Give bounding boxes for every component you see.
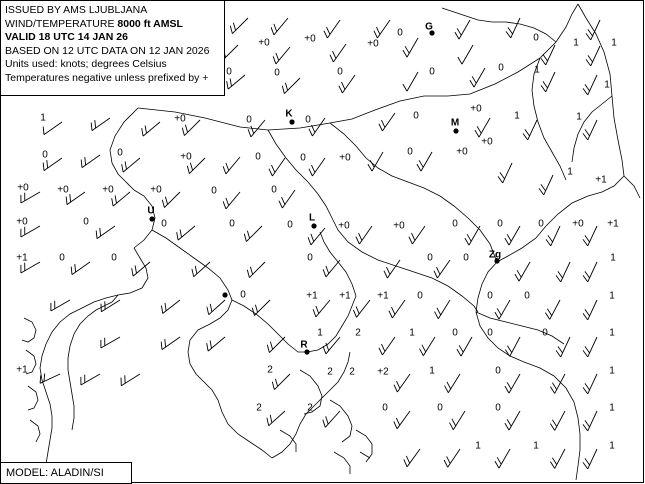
- temperature-value: 1: [567, 166, 573, 178]
- legend-box: [0, 0, 225, 96]
- temperature-value: 1: [611, 37, 617, 49]
- city-label: L: [308, 212, 316, 224]
- city-dot: [222, 292, 227, 297]
- temperature-value: 2: [355, 327, 361, 339]
- temperature-value: 1: [610, 252, 616, 264]
- temperature-value: 0: [287, 219, 293, 231]
- temperature-value: +0: [150, 184, 162, 196]
- temperature-value: +1: [595, 174, 607, 186]
- temperature-value: 0: [337, 66, 343, 78]
- temperature-value: 0: [274, 67, 280, 79]
- temperature-value: +0: [258, 37, 270, 49]
- temperature-value: 0: [452, 218, 458, 230]
- legend-product-level: 8000 ft AMSL: [117, 17, 183, 30]
- temperature-value: +0: [393, 220, 405, 232]
- temperature-value: +1: [306, 290, 318, 302]
- temperature-value: 1: [40, 112, 46, 124]
- temperature-value: 0: [59, 252, 65, 264]
- temperature-value: 0: [463, 252, 469, 264]
- temperature-value: 0: [397, 27, 403, 39]
- temperature-value: +2: [377, 366, 389, 378]
- city-label: K: [285, 108, 293, 120]
- temperature-value: 1: [475, 440, 481, 452]
- city-dot: [453, 128, 458, 133]
- legend-product-prefix: WIND/TEMPERATURE: [5, 17, 118, 30]
- legend-product: [5, 18, 220, 32]
- city-label: R: [300, 339, 308, 351]
- temperature-value: 2: [307, 402, 313, 414]
- temperature-value: 1: [514, 110, 520, 122]
- temperature-value: 0: [407, 146, 413, 158]
- city-label: M: [450, 117, 460, 129]
- temperature-value: 1: [576, 111, 582, 123]
- temperature-value: +0: [57, 184, 69, 196]
- temperature-value: 2: [256, 402, 262, 414]
- temperature-value: 0: [542, 327, 548, 339]
- temperature-value: 0: [42, 149, 48, 161]
- temperature-value: 0: [452, 327, 458, 339]
- temperature-value: 1: [317, 327, 323, 339]
- temperature-value: 0: [495, 402, 501, 414]
- temperature-value: 0: [429, 66, 435, 78]
- temperature-value: 2: [267, 364, 273, 376]
- temperature-value: 0: [498, 62, 504, 74]
- temperature-value: 1: [609, 440, 615, 452]
- temperature-value: 1: [609, 327, 615, 339]
- temperature-value: +0: [367, 38, 379, 50]
- temperature-value: 1: [573, 37, 579, 49]
- temperature-value: +1: [16, 252, 28, 264]
- temperature-value: 1: [609, 365, 615, 377]
- temperature-value: +0: [339, 152, 351, 164]
- temperature-value: 0: [305, 114, 311, 126]
- temperature-value: +0: [304, 33, 316, 45]
- temperature-value: +0: [102, 184, 114, 196]
- temperature-value: 0: [382, 402, 388, 414]
- city-label: G: [425, 21, 433, 33]
- temperature-value: 0: [413, 110, 419, 122]
- temperature-value: +0: [180, 151, 192, 163]
- temperature-value: 0: [83, 216, 89, 228]
- temperature-value: 2: [349, 366, 355, 378]
- temperature-value: 0: [211, 185, 217, 197]
- temperature-value: 0: [497, 218, 503, 230]
- legend-validity: VALID 18 UTC 14 JAN 26: [5, 31, 128, 43]
- temperature-value: 1: [609, 402, 615, 414]
- temperature-value: 0: [538, 218, 544, 230]
- city-dot: [289, 119, 294, 124]
- temperature-value: +1: [16, 364, 28, 376]
- temperature-value: +0: [481, 136, 493, 148]
- temperature-value: 0: [524, 290, 530, 302]
- temperature-value: +0: [16, 216, 28, 228]
- legend-temperature-note: Temperatures negative unless prefixed by +: [5, 71, 209, 84]
- temperature-value: 0: [417, 290, 423, 302]
- model-label: MODEL: ALADIN/SI: [6, 467, 104, 479]
- temperature-value: 0: [300, 152, 306, 164]
- legend-basis: BASED ON 12 UTC DATA ON 12 JAN 2026: [5, 44, 210, 57]
- temperature-value: 1: [609, 290, 615, 302]
- temperature-value: 0: [111, 252, 117, 264]
- temperature-value: 1: [533, 440, 539, 452]
- temperature-value: 0: [307, 252, 313, 264]
- city-label: U: [147, 205, 155, 217]
- city-label: Zg: [488, 249, 502, 261]
- temperature-value: +0: [456, 146, 468, 158]
- legend-issuer: ISSUED BY AMS LJUBLJANA: [5, 4, 148, 16]
- temperature-value: 0: [495, 365, 501, 377]
- temperature-value: 0: [487, 327, 493, 339]
- temperature-value: +0: [572, 218, 584, 230]
- temperature-value: 0: [229, 218, 235, 230]
- temperature-value: 1: [409, 327, 415, 339]
- city-dot: [311, 223, 316, 228]
- temperature-value: +0: [17, 182, 29, 194]
- temperature-value: 1: [429, 365, 435, 377]
- temperature-value: +1: [377, 290, 389, 302]
- temperature-value: +0: [174, 113, 186, 125]
- temperature-value: 0: [246, 114, 252, 126]
- temperature-value: 1: [604, 79, 610, 91]
- temperature-value: 0: [255, 151, 261, 163]
- temperature-value: 0: [427, 252, 433, 264]
- temperature-value: 0: [240, 289, 246, 301]
- temperature-value: 2: [327, 366, 333, 378]
- city-dot: [149, 216, 154, 221]
- temperature-value: +1: [607, 218, 619, 230]
- temperature-value: +1: [339, 290, 351, 302]
- temperature-value: 0: [437, 402, 443, 414]
- temperature-value: 0: [533, 32, 539, 44]
- model-box: [0, 462, 132, 484]
- temperature-value: +0: [470, 103, 482, 115]
- temperature-value: 0: [161, 218, 167, 230]
- temperature-value: 0: [487, 290, 493, 302]
- legend-units: Units used: knots; degrees Celsius: [5, 58, 167, 70]
- temperature-value: 1: [534, 64, 540, 76]
- temperature-value: 0: [271, 184, 277, 196]
- temperature-value: 0: [117, 147, 123, 159]
- temperature-value: 0: [226, 66, 232, 78]
- temperature-value: +0: [338, 220, 350, 232]
